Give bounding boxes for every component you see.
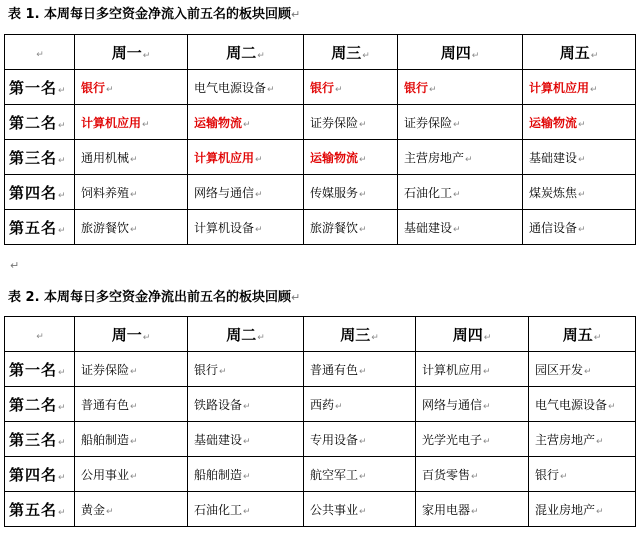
sector-cell <box>188 422 304 457</box>
cell-mark-icon: ↵ <box>58 120 66 131</box>
cell-mark-icon: ↵ <box>578 119 586 130</box>
sector-name: 银行 <box>194 362 219 377</box>
cell-mark-icon: ↵ <box>130 366 138 377</box>
sector-cell <box>416 457 529 492</box>
sector-name: 船舶制造 <box>81 432 130 447</box>
cell-mark-icon: ↵ <box>483 401 491 412</box>
table-row <box>5 387 636 422</box>
cell-mark-icon: ↵ <box>578 189 586 200</box>
cell-mark-icon: ↵ <box>471 506 479 517</box>
cell-mark-icon: ↵ <box>36 50 44 60</box>
sector-name: 专用设备 <box>310 432 359 447</box>
sector-cell <box>188 352 304 387</box>
sector-name: 通用机械 <box>81 150 130 165</box>
sector-cell <box>75 105 188 140</box>
table-row <box>5 492 636 527</box>
day-header-cell <box>398 35 523 70</box>
rank-cell <box>5 492 75 527</box>
sector-name: 运输物流 <box>194 115 243 130</box>
sector-cell <box>523 210 636 245</box>
cell-mark-icon: ↵ <box>359 189 367 200</box>
day-header: 周四 <box>440 43 471 62</box>
sector-name: 基础建设 <box>194 432 243 447</box>
cell-mark-icon: ↵ <box>243 401 251 412</box>
cell-mark-icon: ↵ <box>578 154 586 165</box>
sector-cell <box>75 70 188 105</box>
cell-mark-icon: ↵ <box>58 190 66 201</box>
cell-mark-icon: ↵ <box>142 332 151 343</box>
day-header: 周五 <box>562 325 593 344</box>
inflow-table <box>4 34 636 245</box>
sector-cell <box>304 457 416 492</box>
sector-name: 运输物流 <box>529 115 578 130</box>
table2-caption-text: 表 2. 本周每日多空资金净流出前五名的板块回顾 <box>8 290 292 305</box>
table-row <box>5 140 636 175</box>
sector-cell <box>529 492 636 527</box>
sector-cell <box>304 352 416 387</box>
sector-cell <box>529 387 636 422</box>
cell-mark-icon: ↵ <box>560 471 568 482</box>
header-row <box>5 35 636 70</box>
sector-cell <box>529 457 636 492</box>
cell-mark-icon: ↵ <box>596 436 604 447</box>
rank-label: 第三名 <box>9 430 58 449</box>
day-header: 周二 <box>226 43 257 62</box>
cell-mark-icon: ↵ <box>255 154 263 165</box>
paragraph-mark-icon: ↵ <box>291 8 301 21</box>
sector-cell <box>529 422 636 457</box>
cell-mark-icon: ↵ <box>130 154 138 165</box>
sector-name: 旅游餐饮 <box>81 220 130 235</box>
day-header: 周三 <box>340 325 371 344</box>
sector-cell <box>304 140 398 175</box>
cell-mark-icon: ↵ <box>58 155 66 166</box>
sector-cell <box>523 70 636 105</box>
cell-mark-icon: ↵ <box>58 402 66 413</box>
sector-cell <box>75 457 188 492</box>
outflow-table <box>4 316 636 527</box>
sector-name: 园区开发 <box>535 362 584 377</box>
sector-name: 混业房地产 <box>535 502 596 517</box>
sector-name: 西药 <box>310 397 335 412</box>
cell-mark-icon: ↵ <box>359 366 367 377</box>
day-header-cell <box>188 317 304 352</box>
sector-cell <box>75 352 188 387</box>
rank-cell <box>5 70 75 105</box>
cell-mark-icon: ↵ <box>359 119 367 130</box>
cell-mark-icon: ↵ <box>335 401 343 412</box>
sector-name: 证券保险 <box>310 115 359 130</box>
cell-mark-icon: ↵ <box>142 50 151 61</box>
rank-cell <box>5 387 75 422</box>
day-header-cell <box>75 317 188 352</box>
cell-mark-icon: ↵ <box>335 84 343 95</box>
cell-mark-icon: ↵ <box>36 332 44 342</box>
sector-name: 计算机应用 <box>194 150 255 165</box>
sector-cell <box>523 140 636 175</box>
cell-mark-icon: ↵ <box>142 119 150 130</box>
sector-name: 电气电源设备 <box>194 80 267 95</box>
sector-name: 百货零售 <box>422 467 471 482</box>
day-header: 周五 <box>559 43 590 62</box>
cell-mark-icon: ↵ <box>130 401 138 412</box>
rank-label: 第五名 <box>9 500 58 519</box>
sector-cell <box>304 70 398 105</box>
cell-mark-icon: ↵ <box>578 224 586 235</box>
sector-name: 饲料养殖 <box>81 185 130 200</box>
table2-caption <box>8 289 300 307</box>
sector-name: 网络与通信 <box>194 185 255 200</box>
cell-mark-icon: ↵ <box>471 471 479 482</box>
sector-name: 石油化工 <box>404 185 453 200</box>
cell-mark-icon: ↵ <box>453 224 461 235</box>
sector-cell <box>304 105 398 140</box>
sector-name: 光学光电子 <box>422 432 483 447</box>
table-row <box>5 175 636 210</box>
sector-cell <box>416 422 529 457</box>
sector-cell <box>188 210 304 245</box>
blank-paragraph <box>10 259 19 273</box>
sector-cell <box>523 175 636 210</box>
sector-cell <box>75 492 188 527</box>
sector-name: 传媒服务 <box>310 185 359 200</box>
sector-name: 基础建设 <box>404 220 453 235</box>
sector-name: 石油化工 <box>194 502 243 517</box>
sector-cell <box>75 175 188 210</box>
sector-name: 证券保险 <box>81 362 130 377</box>
sector-name: 铁路设备 <box>194 397 243 412</box>
corner-cell <box>5 35 75 70</box>
cell-mark-icon: ↵ <box>359 224 367 235</box>
sector-name: 计算机设备 <box>194 220 255 235</box>
sector-name: 电气电源设备 <box>535 397 608 412</box>
rank-label: 第一名 <box>9 78 58 97</box>
sector-name: 证券保险 <box>404 115 453 130</box>
cell-mark-icon: ↵ <box>359 506 367 517</box>
table-row <box>5 210 636 245</box>
cell-mark-icon: ↵ <box>483 366 491 377</box>
sector-name: 航空军工 <box>310 467 359 482</box>
sector-cell <box>416 492 529 527</box>
cell-mark-icon: ↵ <box>130 436 138 447</box>
rank-cell <box>5 352 75 387</box>
rank-cell <box>5 175 75 210</box>
sector-cell <box>188 140 304 175</box>
cell-mark-icon: ↵ <box>243 436 251 447</box>
sector-name: 家用电器 <box>422 502 471 517</box>
sector-name: 运输物流 <box>310 150 359 165</box>
sector-name: 普通有色 <box>310 362 359 377</box>
rank-label: 第一名 <box>9 360 58 379</box>
cell-mark-icon: ↵ <box>243 471 251 482</box>
cell-mark-icon: ↵ <box>267 84 275 95</box>
sector-name: 计算机应用 <box>422 362 483 377</box>
day-header-cell <box>304 317 416 352</box>
corner-cell <box>5 317 75 352</box>
rank-label: 第三名 <box>9 148 58 167</box>
cell-mark-icon: ↵ <box>58 225 66 236</box>
cell-mark-icon: ↵ <box>590 84 598 95</box>
sector-name: 网络与通信 <box>422 397 483 412</box>
cell-mark-icon: ↵ <box>130 189 138 200</box>
rank-cell <box>5 105 75 140</box>
day-header-cell <box>416 317 529 352</box>
sector-cell <box>304 422 416 457</box>
day-header-cell <box>523 35 636 70</box>
cell-mark-icon: ↵ <box>255 224 263 235</box>
day-header-cell <box>529 317 636 352</box>
cell-mark-icon: ↵ <box>584 366 592 377</box>
cell-mark-icon: ↵ <box>359 154 367 165</box>
sector-name: 银行 <box>81 80 106 95</box>
header-row <box>5 317 636 352</box>
table1-caption-text: 表 1. 本周每日多空资金净流入前五名的板块回顾 <box>8 7 292 22</box>
sector-cell <box>75 210 188 245</box>
sector-cell <box>188 492 304 527</box>
rank-label: 第二名 <box>9 113 58 132</box>
table-row <box>5 422 636 457</box>
sector-cell <box>398 105 523 140</box>
day-header: 周二 <box>226 325 257 344</box>
sector-name: 公共事业 <box>310 502 359 517</box>
day-header-cell <box>304 35 398 70</box>
sector-cell <box>188 105 304 140</box>
cell-mark-icon: ↵ <box>58 507 66 518</box>
cell-mark-icon: ↵ <box>255 189 263 200</box>
table1-caption <box>8 6 300 24</box>
sector-cell <box>188 387 304 422</box>
sector-name: 黄金 <box>81 502 106 517</box>
day-header-cell <box>75 35 188 70</box>
cell-mark-icon: ↵ <box>106 506 114 517</box>
rank-label: 第四名 <box>9 183 58 202</box>
sector-name: 银行 <box>310 80 335 95</box>
sector-cell <box>304 387 416 422</box>
sector-name: 计算机应用 <box>529 80 590 95</box>
rank-cell <box>5 210 75 245</box>
sector-cell <box>188 70 304 105</box>
cell-mark-icon: ↵ <box>453 189 461 200</box>
sector-name: 基础建设 <box>529 150 578 165</box>
table-row <box>5 105 636 140</box>
table-row <box>5 352 636 387</box>
sector-name: 通信设备 <box>529 220 578 235</box>
rank-label: 第二名 <box>9 395 58 414</box>
sector-cell <box>75 387 188 422</box>
sector-cell <box>304 210 398 245</box>
cell-mark-icon: ↵ <box>130 471 138 482</box>
sector-name: 主营房地产 <box>535 432 596 447</box>
table-row <box>5 457 636 492</box>
sector-cell <box>398 210 523 245</box>
sector-name: 计算机应用 <box>81 115 142 130</box>
sector-cell <box>398 70 523 105</box>
cell-mark-icon: ↵ <box>429 84 437 95</box>
cell-mark-icon: ↵ <box>483 332 492 343</box>
rank-label: 第四名 <box>9 465 58 484</box>
cell-mark-icon: ↵ <box>453 119 461 130</box>
sector-name: 银行 <box>404 80 429 95</box>
sector-cell <box>398 175 523 210</box>
cell-mark-icon: ↵ <box>130 224 138 235</box>
sector-name: 公用事业 <box>81 467 130 482</box>
sector-cell <box>75 422 188 457</box>
cell-mark-icon: ↵ <box>58 472 66 483</box>
cell-mark-icon: ↵ <box>219 366 227 377</box>
day-header-cell <box>188 35 304 70</box>
table-row <box>5 70 636 105</box>
cell-mark-icon: ↵ <box>471 50 480 61</box>
rank-label: 第五名 <box>9 218 58 237</box>
cell-mark-icon: ↵ <box>257 50 265 61</box>
cell-mark-icon: ↵ <box>58 85 66 96</box>
cell-mark-icon: ↵ <box>359 436 367 447</box>
cell-mark-icon: ↵ <box>106 84 114 95</box>
sector-cell <box>188 175 304 210</box>
day-header: 周四 <box>452 325 483 344</box>
cell-mark-icon: ↵ <box>58 437 66 448</box>
sector-name: 煤炭炼焦 <box>529 185 578 200</box>
sector-name: 船舶制造 <box>194 467 243 482</box>
sector-cell <box>188 457 304 492</box>
sector-name: 主营房地产 <box>404 150 465 165</box>
rank-cell <box>5 140 75 175</box>
cell-mark-icon: ↵ <box>243 119 251 130</box>
cell-mark-icon: ↵ <box>608 401 616 412</box>
sector-name: 普通有色 <box>81 397 130 412</box>
sector-cell <box>75 140 188 175</box>
sector-name: 旅游餐饮 <box>310 220 359 235</box>
rank-cell <box>5 457 75 492</box>
day-header: 周一 <box>111 43 142 62</box>
cell-mark-icon: ↵ <box>243 506 251 517</box>
day-header: 周三 <box>331 43 362 62</box>
sector-cell <box>304 175 398 210</box>
cell-mark-icon: ↵ <box>257 332 265 343</box>
sector-cell <box>523 105 636 140</box>
cell-mark-icon: ↵ <box>465 154 473 165</box>
cell-mark-icon: ↵ <box>371 332 379 343</box>
sector-cell <box>416 387 529 422</box>
cell-mark-icon: ↵ <box>58 367 66 378</box>
sector-name: 银行 <box>535 467 560 482</box>
paragraph-mark-icon: ↵ <box>10 259 20 272</box>
cell-mark-icon: ↵ <box>483 436 491 447</box>
rank-cell <box>5 422 75 457</box>
cell-mark-icon: ↵ <box>590 50 599 61</box>
cell-mark-icon: ↵ <box>596 506 604 517</box>
sector-cell <box>304 492 416 527</box>
cell-mark-icon: ↵ <box>362 50 370 61</box>
sector-cell <box>529 352 636 387</box>
sector-cell <box>398 140 523 175</box>
day-header: 周一 <box>111 325 142 344</box>
cell-mark-icon: ↵ <box>359 471 367 482</box>
sector-cell <box>416 352 529 387</box>
cell-mark-icon: ↵ <box>593 332 602 343</box>
paragraph-mark-icon: ↵ <box>291 291 301 304</box>
